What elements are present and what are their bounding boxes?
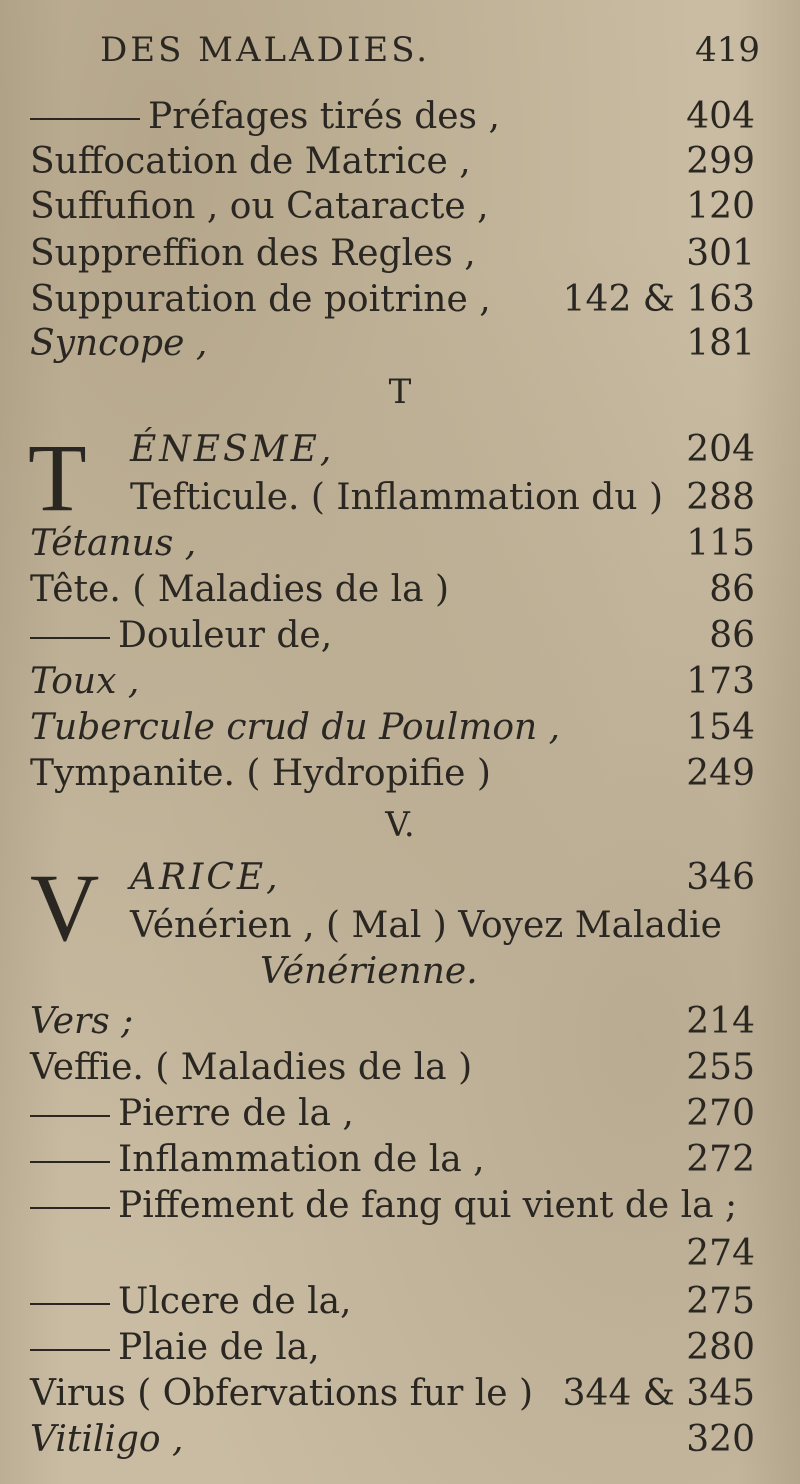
entry-term: Douleur de,: [118, 615, 333, 656]
entry-pages: 272: [686, 1139, 755, 1180]
entry-term: Préfages tirés des ,: [148, 96, 500, 137]
entry-term: Tefticule. ( Inflammation du ): [130, 477, 663, 518]
entry-term: Inflammation de la ,: [118, 1139, 485, 1180]
entry-pages: 142 & 163: [562, 279, 755, 320]
entry-pages: 86: [709, 569, 755, 610]
entry-term: Virus ( Obfervations fur le ): [30, 1373, 534, 1414]
entry-term: Tubercule crud du Poulmon ,: [30, 707, 561, 748]
entry-term-venerien-cont: Vénérienne.: [260, 951, 478, 992]
page-number: 419: [695, 30, 760, 70]
entry-pages: 120: [686, 186, 755, 227]
entry-term: Suppuration de poitrine ,: [30, 279, 491, 320]
dash-rule: [30, 1161, 110, 1163]
entry-term: Vitiligo ,: [30, 1419, 184, 1460]
entry-term: Veffie. ( Maladies de la ): [30, 1047, 473, 1088]
entry-pages: 214: [686, 1001, 755, 1042]
entry-pages: 280: [686, 1327, 755, 1368]
entry-pages: 204: [686, 429, 755, 470]
entry-pages: 181: [686, 323, 755, 364]
entry-pages: 115: [686, 523, 755, 564]
entry-term: Tympanite. ( Hydropifie ): [30, 753, 491, 794]
dash-rule: [30, 118, 140, 120]
dropcap-t: T: [28, 424, 87, 531]
entry-pages: 288: [686, 477, 755, 518]
entry-pages: 320: [686, 1419, 755, 1460]
entry-pages: 173: [686, 661, 755, 702]
dash-rule: [30, 1115, 110, 1117]
entry-term: Suppreffion des Regles ,: [30, 233, 476, 274]
dash-rule: [30, 1303, 110, 1305]
dash-rule: [30, 637, 110, 639]
entry-pages: 275: [686, 1281, 755, 1322]
entry-pages: 86: [709, 615, 755, 656]
entry-pages: 301: [686, 233, 755, 274]
running-header: DES MALADIES.: [100, 30, 431, 70]
entry-term: Vers ;: [30, 1001, 134, 1042]
entry-pages: 346: [686, 857, 755, 898]
dropcap-v: V: [30, 854, 100, 961]
entry-pages: 344 & 345: [562, 1373, 755, 1414]
entry-term: Tête. ( Maladies de la ): [30, 569, 450, 610]
entry-pages: 255: [686, 1047, 755, 1088]
section-letter-v: V.: [385, 805, 415, 845]
entry-term: Plaie de la,: [118, 1327, 320, 1368]
entry-term-venerien: Vénérien , ( Mal ) Voyez Maladie: [130, 905, 722, 946]
entry-pages: 154: [686, 707, 755, 748]
entry-term: ARICE,: [130, 857, 281, 898]
entry-pages: 249: [686, 753, 755, 794]
entry-term: ÉNESME,: [130, 429, 335, 470]
entry-pages: 404: [686, 96, 755, 137]
entry-term: Tétanus ,: [30, 523, 197, 564]
entry-term: Pierre de la ,: [118, 1093, 354, 1134]
entry-pages: 274: [686, 1233, 755, 1274]
entry-pages: 299: [686, 141, 755, 182]
entry-term: Suffocation de Matrice ,: [30, 141, 471, 182]
entry-term: Suffufion , ou Cataracte ,: [30, 186, 489, 227]
index-entry-pissement: [30, 1184, 737, 1228]
entry-pages: 270: [686, 1093, 755, 1134]
entry-term: Syncope ,: [30, 323, 208, 364]
entry-term: Toux ,: [30, 661, 140, 702]
dash-rule: [30, 1207, 110, 1209]
entry-term: Piffement de fang qui vient de la ;: [118, 1185, 738, 1226]
dash-rule: [30, 1349, 110, 1351]
entry-term: Ulcere de la,: [118, 1281, 352, 1322]
section-letter-t: T: [388, 372, 412, 412]
